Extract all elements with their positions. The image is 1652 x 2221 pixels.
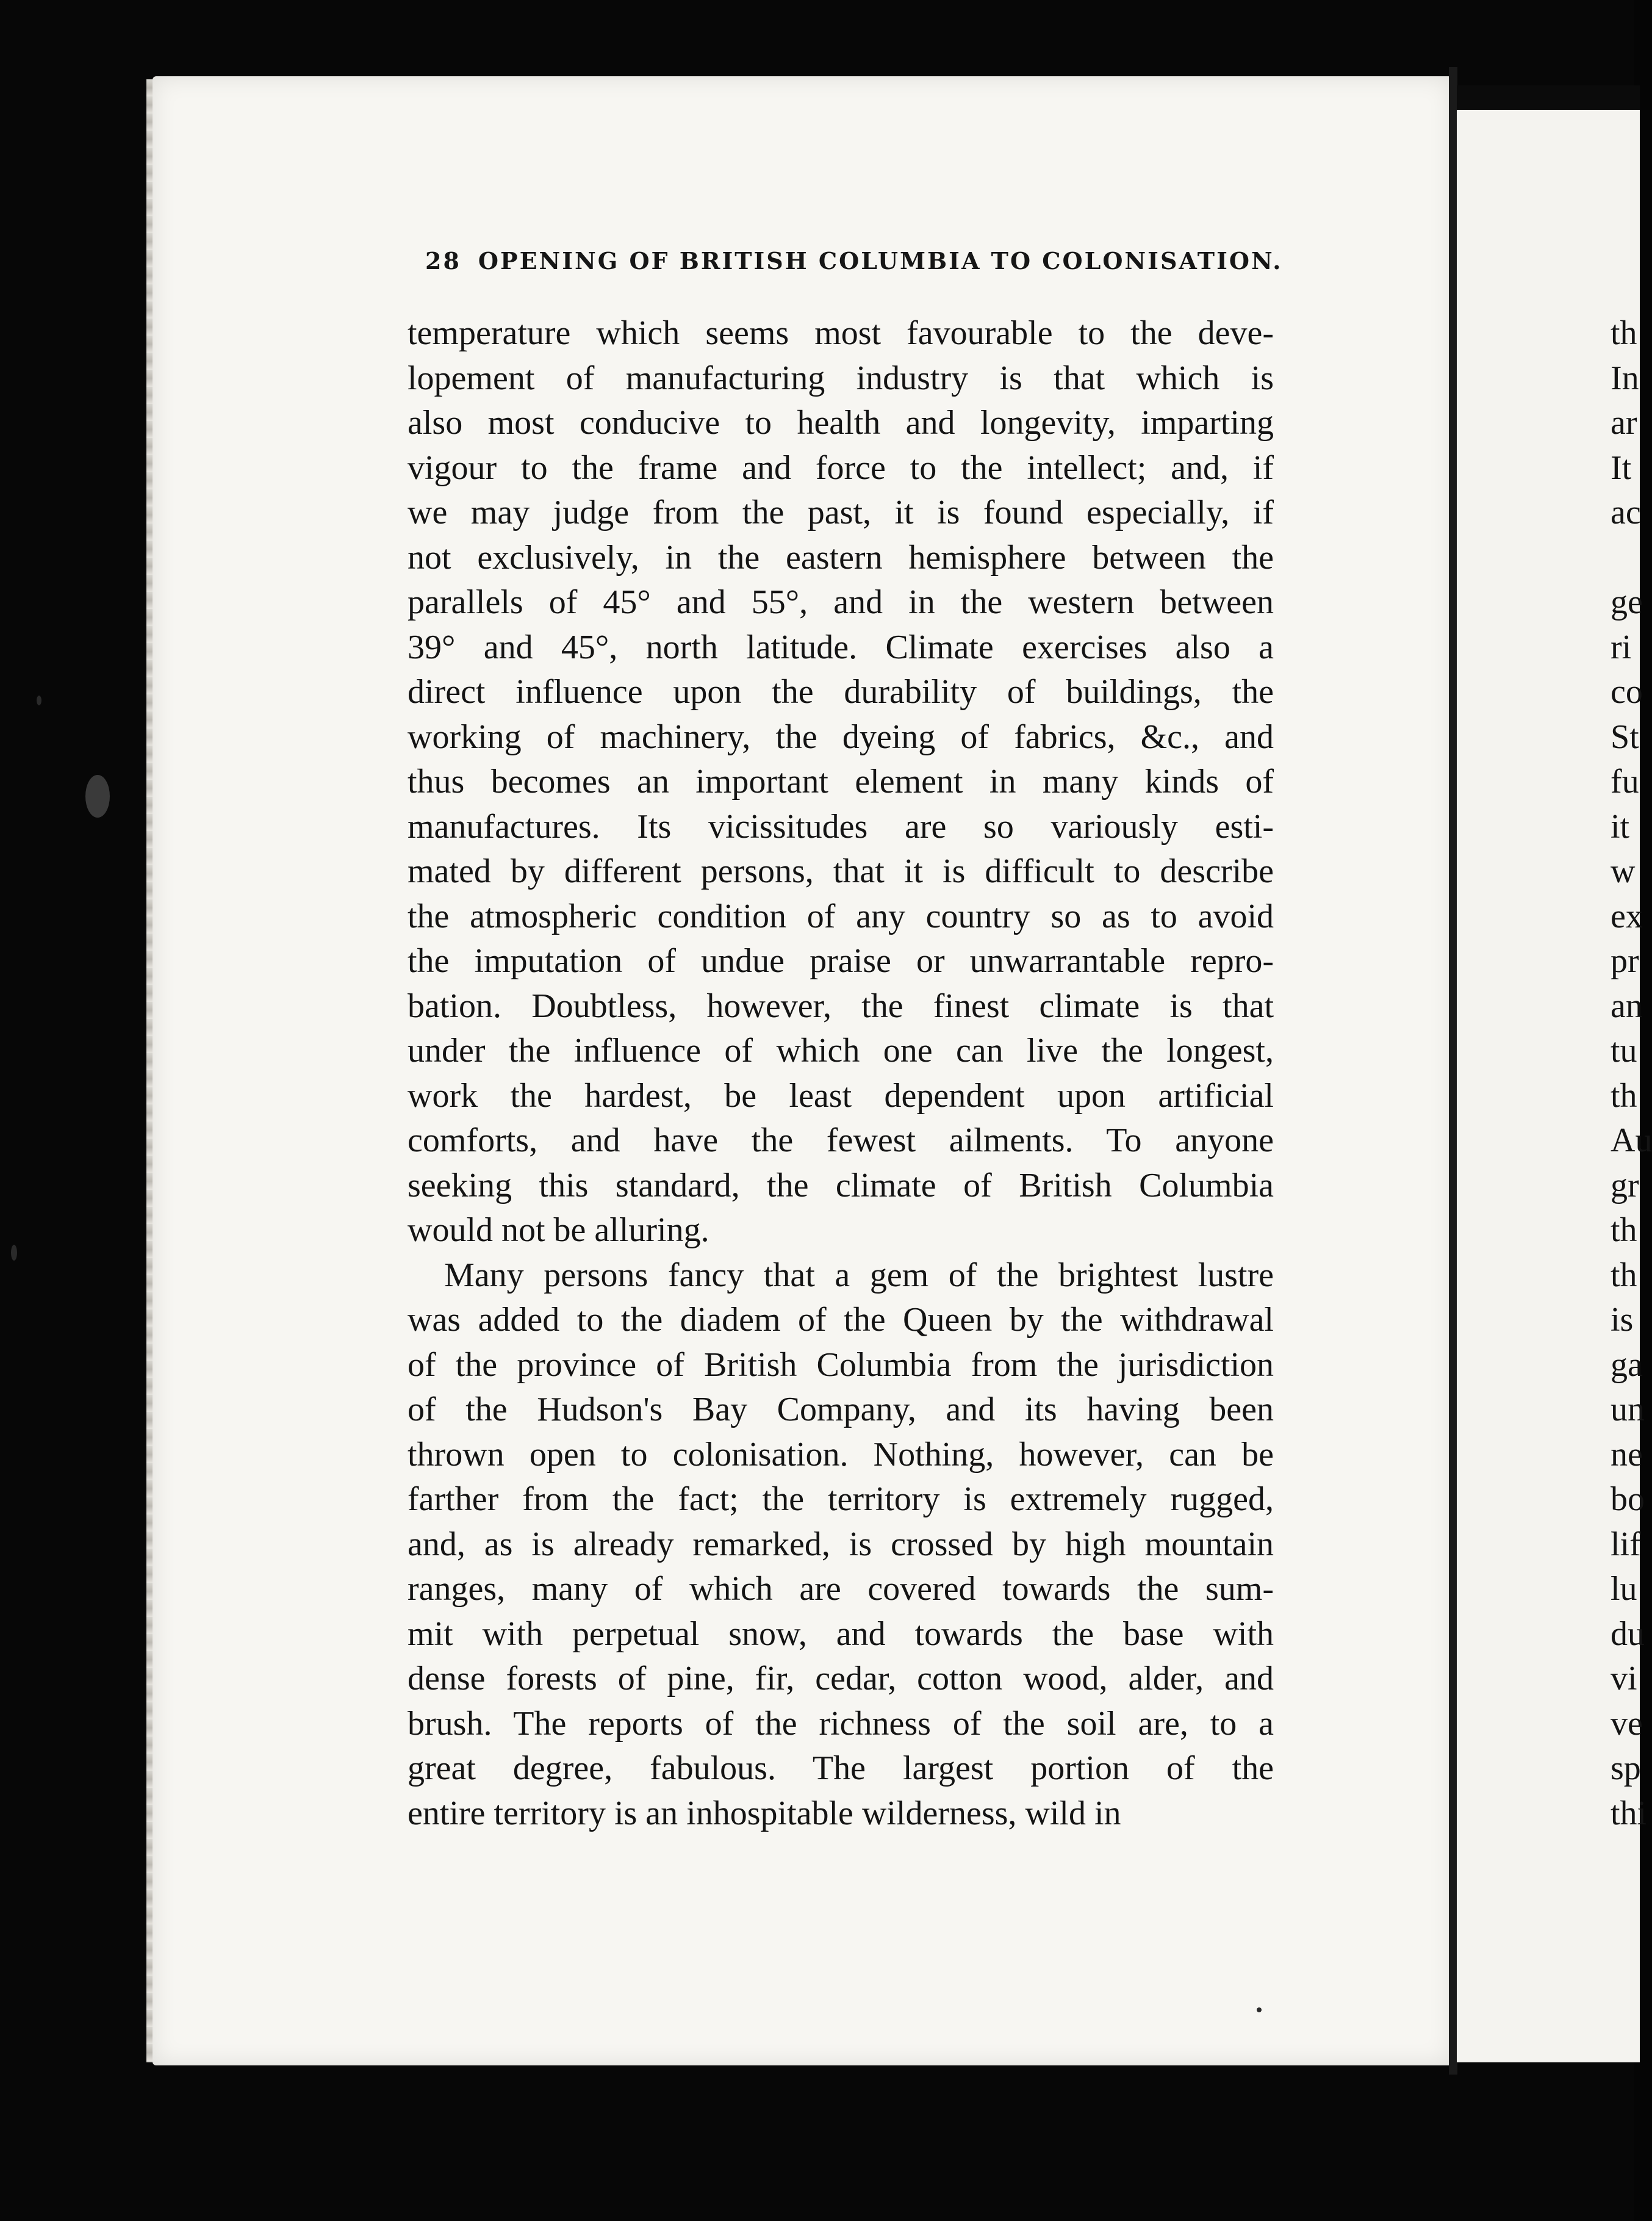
facing-text-fragment: lif: [1611, 1525, 1641, 1563]
facing-text-fragment: tu: [1611, 1032, 1637, 1070]
text-line: and, as is already remarked, is crossed by high mountain: [408, 1525, 1274, 1563]
right-page-top-shadow: [1457, 85, 1640, 110]
facing-text-fragment: ex: [1611, 897, 1643, 935]
text-line: was added to the diadem of the Queen by the withdrawal: [408, 1301, 1274, 1339]
text-line: brush. The reports of the richness of the soil are, to a: [408, 1704, 1274, 1743]
text-line: would not be alluring.: [408, 1211, 709, 1249]
text-line: the atmospheric condition of any country so as to avoid: [408, 897, 1274, 935]
facing-text-fragment: ge: [1611, 583, 1643, 621]
facing-text-fragment: lu: [1611, 1570, 1637, 1608]
facing-text-fragment: Au: [1611, 1121, 1652, 1159]
scan-artifact: [1257, 2007, 1262, 2012]
text-line: thus becomes an important element in many kinds of: [408, 763, 1274, 801]
facing-text-fragment: co: [1611, 673, 1643, 711]
facing-text-fragment: ga: [1611, 1345, 1643, 1384]
text-line: Many persons fancy that a gem of the brightest lustre: [444, 1256, 1274, 1294]
facing-text-fragment: It: [1611, 448, 1632, 487]
scan-artifact: [11, 1245, 17, 1261]
facing-text-fragment: is: [1611, 1301, 1634, 1339]
text-line: direct influence upon the durability of buildings, the: [408, 673, 1274, 711]
text-line: also most conducive to health and longevity, imparting: [408, 404, 1274, 442]
body-text: [408, 311, 1274, 1836]
running-title: OPENING OF BRITISH COLUMBIA TO COLONISATION.: [478, 247, 1283, 275]
facing-text-fragment: th: [1611, 314, 1637, 352]
facing-text-fragment: ac: [1611, 494, 1641, 531]
facing-text-fragment: bo: [1611, 1480, 1645, 1518]
facing-text-fragment: fu: [1611, 763, 1639, 801]
text-line: mit with perpetual snow, and towards the base with: [408, 1614, 1274, 1653]
text-line: mated by different persons, that it is difficult to describe: [408, 852, 1274, 890]
text-line: parallels of 45° and 55°, and in the western between: [408, 583, 1274, 621]
text-line: seeking this standard, the climate of British Columbia: [408, 1166, 1274, 1204]
facing-text-fragment: ne: [1611, 1435, 1643, 1474]
text-line: great degree, fabulous. The largest portion of the: [408, 1749, 1274, 1787]
facing-text-fragment: du: [1611, 1614, 1645, 1653]
text-line: 39° and 45°, north latitude. Climate exercises also a: [408, 628, 1274, 666]
facing-text-fragment: ve: [1611, 1704, 1643, 1743]
facing-page-text: [1611, 311, 1652, 1836]
facing-text-fragment: un: [1611, 1391, 1645, 1428]
text-line: of the Hudson's Bay Company, and its having been: [408, 1391, 1274, 1428]
facing-text-fragment: In: [1611, 359, 1639, 397]
facing-text-fragment: th: [1611, 1211, 1637, 1249]
facing-text-fragment: vi: [1611, 1660, 1637, 1697]
text-line: manufactures. Its vicissitudes are so variously esti-: [408, 807, 1274, 846]
text-line: work the hardest, be least dependent upon artificial: [408, 1076, 1274, 1115]
facing-text-fragment: th: [1611, 1256, 1637, 1294]
text-line: we may judge from the past, it is found especially, if: [408, 494, 1274, 531]
running-head: [425, 247, 1283, 275]
facing-text-fragment: [1611, 536, 1647, 581]
text-line: vigour to the frame and force to the intellect; and, if: [408, 448, 1274, 487]
facing-text-fragment: th: [1611, 1076, 1637, 1115]
book-gutter: [1449, 67, 1457, 2075]
page-number: 28: [425, 247, 461, 275]
text-line: bation. Doubtless, however, the finest climate is that: [408, 987, 1274, 1025]
text-line: farther from the fact; the territory is extremely rugged,: [408, 1480, 1274, 1518]
text-line: dense forests of pine, fir, cedar, cotton wood, alder, and: [408, 1660, 1274, 1697]
text-line: working of machinery, the dyeing of fabrics, &c., and: [408, 718, 1274, 756]
facing-text-fragment: St: [1611, 718, 1639, 756]
text-line: under the influence of which one can live the longest,: [408, 1032, 1274, 1070]
text-line: of the province of British Columbia from the jurisdiction: [408, 1345, 1274, 1384]
facing-text-fragment: w: [1611, 852, 1636, 890]
scan-artifact: [85, 775, 110, 818]
scan-artifact: [37, 696, 41, 705]
text-line: temperature which seems most favourable to the deve-: [408, 314, 1274, 352]
facing-text-fragment: an: [1611, 987, 1643, 1025]
facing-text-fragment: sp: [1611, 1749, 1641, 1787]
text-line: entire territory is an inhospitable wilderness, wild in: [408, 1794, 1121, 1832]
text-line: the imputation of undue praise or unwarrantable repro-: [408, 942, 1274, 980]
facing-text-fragment: ar: [1611, 404, 1637, 442]
facing-text-fragment: pr: [1611, 942, 1639, 980]
facing-text-fragment: thi: [1611, 1794, 1647, 1832]
text-line: ranges, many of which are covered towards the sum-: [408, 1570, 1274, 1608]
text-line: not exclusively, in the eastern hemisphere between the: [408, 538, 1274, 577]
text-line: thrown open to colonisation. Nothing, however, can be: [408, 1435, 1274, 1474]
facing-text-fragment: it: [1611, 807, 1630, 846]
facing-text-fragment: ri: [1611, 628, 1632, 666]
text-line: comforts, and have the fewest ailments. To anyone: [408, 1121, 1274, 1159]
text-line: lopement of manufacturing industry is that which is: [408, 359, 1274, 397]
facing-text-fragment: gr: [1611, 1166, 1639, 1204]
